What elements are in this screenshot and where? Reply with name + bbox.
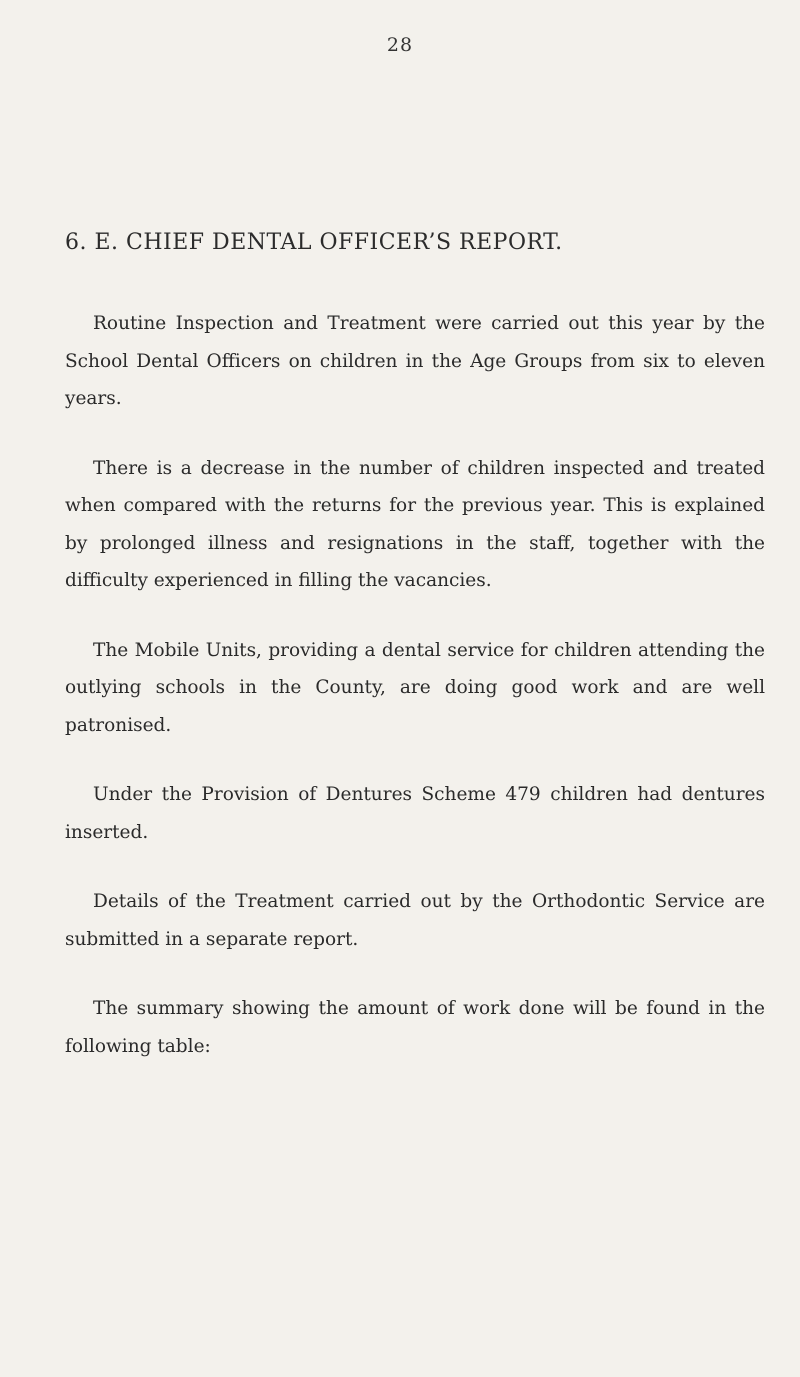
paragraph-dentures-scheme: Under the Provision of Dentures Scheme 479 children had dentures inserted. [65, 784, 765, 843]
page-number: 28 [386, 34, 414, 56]
paragraph-mobile-units: The Mobile Units, providing a dental service for children attending the outlying schools in the County, are doing good work and are well patronised. [65, 639, 765, 736]
paragraph-orthodontic-service: Details of the Treatment carried out by the Orthodontic Service are submitted in a separate report. [65, 891, 765, 950]
report-body [65, 305, 765, 1097]
paragraph-decrease: There is a decrease in the number of children inspected and treated when compared with the returns for the previous year. This is explained by prolonged illness and resignations in the staff, together with the difficulty experienced in filling the vacancies. [65, 457, 765, 591]
paragraph-routine-inspection: Routine Inspection and Treatment were carried out this year by the School Dental Officers on children in the Age Groups from six to eleven years. [65, 313, 765, 409]
paragraph-summary: The summary showing the amount of work done will be found in the following table: [65, 998, 765, 1057]
report-heading: 6. E. CHIEF DENTAL OFFICER’S REPORT. [65, 230, 563, 255]
